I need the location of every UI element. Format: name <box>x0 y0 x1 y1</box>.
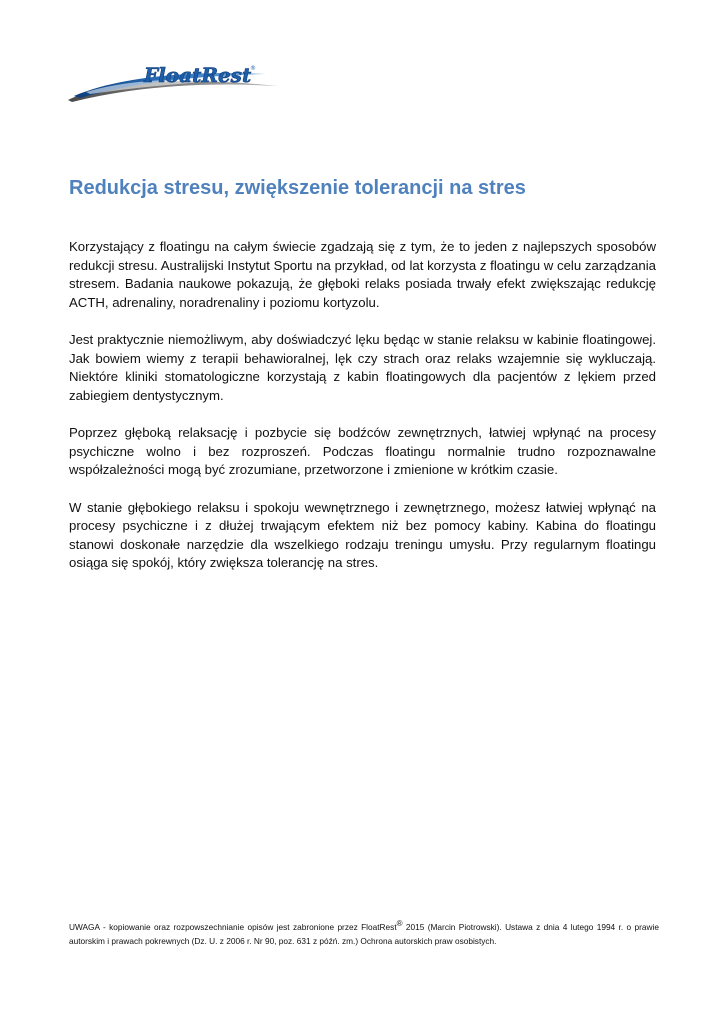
paragraph-2: Jest praktycznie niemożliwym, aby doświadczyć lęku będąc w stanie relaksu w kabinie floatingowej. Jak bowiem wiemy z terapii behawioralnej, lęk czy strach oraz relaks wzajemnie się wykluczają. Niektóre kliniki stomatologiczne korzystają z kabin floatingowych dla pacjentów z lękiem przed zabiegiem dentystycznym. <box>69 332 656 403</box>
paragraph-1: Korzystający z floatingu na całym świecie zgadzają się z tym, że to jeden z najlepszych sposobów redukcji stresu. Australijski Instytut Sportu na przykład, od lat korzysta z floatingu w celu zarządzania stresem. Badania naukowe pokazują, że głęboki relaks posiada trwały efekt zwiększając redukcję ACTH, adrenaliny, noradrenaliny i poziomu kortyzolu. <box>69 239 656 310</box>
page-title: Redukcja stresu, zwiększenie tolerancji na stres <box>69 177 526 199</box>
copyright-part1: UWAGA - kopiowanie oraz rozpowszechnianie opisów jest zabronione przez FloatRest <box>69 922 397 932</box>
registered-mark: ® <box>396 919 403 929</box>
floatrest-logo-icon <box>66 56 280 110</box>
copyright-footer <box>69 920 659 948</box>
paragraph-3: Poprzez głęboką relaksację i pozbycie się bodźców zewnętrznych, łatwiej wpłynąć na procesy psychiczne wolno i bez rozproszeń. Podczas floatingu normalnie trudno rozpoznawalne współzależności mogą być zrozumiane, przetworzone i zmienione w krótkim czasie. <box>69 425 656 477</box>
svg-text:®: ® <box>250 65 256 72</box>
floatrest-logo <box>66 56 280 110</box>
article-body <box>69 238 656 592</box>
copyright-notice <box>69 920 659 948</box>
paragraph-4: W stanie głębokiego relaksu i spokoju wewnętrznego i zewnętrznego, możesz łatwiej wpłynąć na procesy psychiczne i z dłużej trwającym efektem niż bez pomocy kabiny. Kabina do floatingu stanowi doskonałe narzędzie dla wszelkiego rodzaju treningu umysłu. Przy regularnym floatingu osiąga się spokój, który zwiększa tolerancję na stres. <box>69 499 656 570</box>
svg-text:FloatRest: FloatRest <box>144 63 252 87</box>
copyright-part2: 2015 (Marcin Piotrowski). Ustawa z dnia 4 lutego 1994 r. o prawie autorskim i prawach pokrewnych (Dz. U. z 2006 r. Nr 90, poz. 631 z późń. zm.) Ochrona autorskich praw osobistych. <box>69 922 659 946</box>
